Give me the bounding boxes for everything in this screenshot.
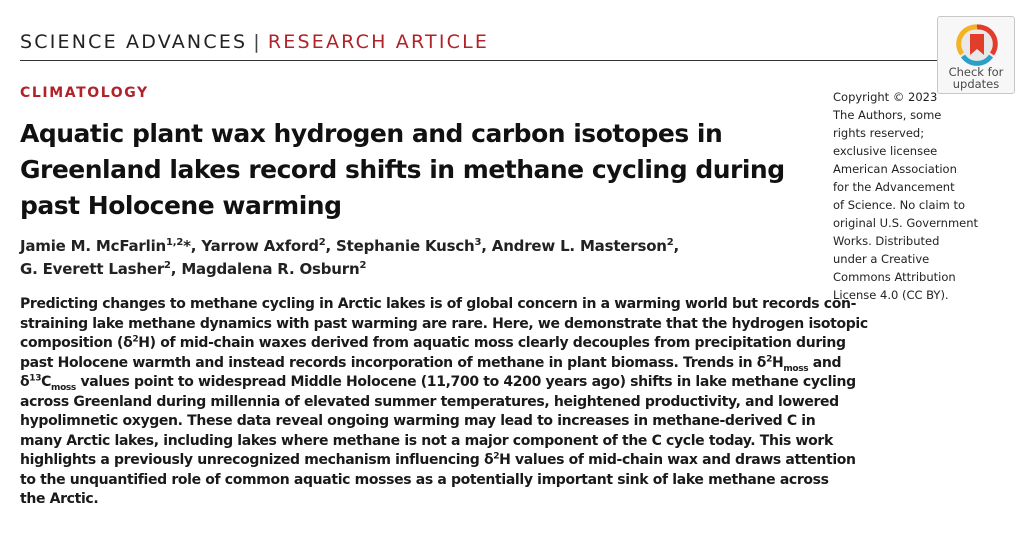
subscript: moss — [51, 382, 76, 393]
abstract-text: H — [772, 354, 784, 371]
title-line: Aquatic plant wax hydrogen and carbon isotopes in — [20, 119, 723, 148]
abstract-text: past Holocene warmth and instead records incorporation of methane in plant biomass. Trends in δ — [20, 354, 767, 371]
copyright-notice — [833, 88, 1008, 304]
header-rule — [20, 60, 938, 61]
subscript: moss — [783, 363, 809, 374]
title-line: Greenland lakes record shifts in methane cycling during — [20, 155, 785, 184]
abstract-line: across Greenland during millennia of elevated summer temperatures, heightened productivity, and lowered — [20, 393, 839, 410]
author-name[interactable]: Andrew L. Masterson — [491, 237, 667, 255]
copyright-line: The Authors, some — [833, 108, 942, 122]
copyright-line: exclusive licensee — [833, 144, 938, 158]
copyright-line: for the Advancement — [833, 180, 955, 194]
journal-header — [20, 30, 489, 54]
copyright-line: rights reserved; — [833, 126, 925, 140]
author-line — [20, 258, 810, 281]
copyright-line: Works. Distributed — [833, 234, 940, 248]
superscript: 2 — [493, 451, 500, 462]
author-name[interactable]: Magdalena R. Osburn — [181, 260, 360, 278]
copyright-line: of Science. No claim to — [833, 198, 966, 212]
author-affiliation: 2 — [666, 237, 674, 248]
author-name[interactable]: Yarrow Axford — [201, 237, 319, 255]
article-title — [20, 116, 810, 224]
author-affiliation: 2 — [164, 260, 171, 271]
abstract-text: δ — [20, 374, 30, 390]
author-separator: , — [481, 237, 492, 255]
abstract-line: the Arctic. — [20, 491, 99, 507]
journal-name: SCIENCE ADVANCES — [20, 31, 248, 53]
author-affiliation: 3 — [474, 237, 482, 248]
author-list — [20, 235, 810, 281]
superscript: 2 — [132, 334, 139, 345]
abstract-text: H values of mid-chain wax and draws attention — [499, 452, 856, 468]
abstract — [20, 295, 868, 510]
abstract-text: highlights a previously unrecognized mechanism influencing δ — [20, 452, 494, 468]
author-separator: , — [170, 260, 182, 278]
header-separator: | — [253, 31, 262, 53]
superscript: 2 — [766, 353, 772, 364]
abstract-text: composition (δ — [20, 335, 133, 351]
abstract-text: H) of mid-chain waxes derived from aquatic moss clearly decouples from precipitation during — [138, 335, 846, 351]
copyright-line: Commons Attribution — [833, 270, 956, 284]
author-name[interactable]: G. Everett Lasher — [20, 260, 165, 278]
abstract-line: straining lake methane dynamics with past warming are rare. Here, we demonstrate that the hydrogen isotopic — [20, 315, 868, 332]
author-name[interactable]: Stephanie Kusch — [336, 237, 475, 255]
check-for-updates-label — [938, 67, 1014, 90]
abstract-text: values point to widespread Middle Holocene (11,700 to 4200 years ago) shifts in lake methane cycling — [75, 374, 856, 390]
check-for-updates-icon — [955, 22, 999, 66]
abstract-line: Predicting changes to methane cycling in Arctic lakes is of global concern in a warming world but records con- — [20, 296, 857, 312]
abstract-line — [20, 373, 856, 393]
author-separator: , — [673, 237, 680, 255]
article-type: RESEARCH ARTICLE — [267, 31, 490, 53]
abstract-text: and — [808, 354, 842, 371]
copyright-line: original U.S. Government — [833, 216, 979, 230]
abstract-text: C — [41, 374, 52, 390]
author-separator: , — [325, 237, 337, 255]
author-affiliation: 2 — [359, 260, 367, 271]
author-affiliation: 2 — [318, 237, 326, 248]
abstract-line — [20, 451, 856, 471]
abstract-line: many Arctic lakes, including lakes where methane is not a major component of the C cycle today. This work — [20, 432, 833, 449]
badge-line-1: Check for — [948, 65, 1004, 79]
section-label: CLIMATOLOGY — [20, 85, 149, 101]
copyright-line: American Association — [833, 162, 957, 176]
abstract-line — [20, 353, 842, 374]
title-line: past Holocene warming — [20, 191, 342, 220]
superscript: 13 — [29, 373, 42, 384]
author-affiliation: 1,2 — [166, 237, 184, 248]
abstract-line: to the unquantified role of common aquatic mosses as a potentially important sink of lake methane across — [20, 471, 829, 488]
copyright-line: Copyright © 2023 — [833, 90, 938, 104]
author-line — [20, 235, 810, 258]
author-separator: , — [190, 237, 202, 255]
badge-line-2: updates — [952, 76, 1000, 91]
abstract-line — [20, 334, 846, 354]
copyright-line: under a Creative — [833, 252, 930, 266]
author-name[interactable]: Jamie M. McFarlin — [20, 237, 166, 255]
copyright-line: License 4.0 (CC BY). — [833, 288, 949, 302]
check-for-updates-button[interactable] — [937, 16, 1015, 94]
abstract-line: hypolimnetic oxygen. These data reveal ongoing warming may lead to increases in methane-derived C in — [20, 413, 816, 429]
corresponding-mark: * — [183, 237, 191, 255]
